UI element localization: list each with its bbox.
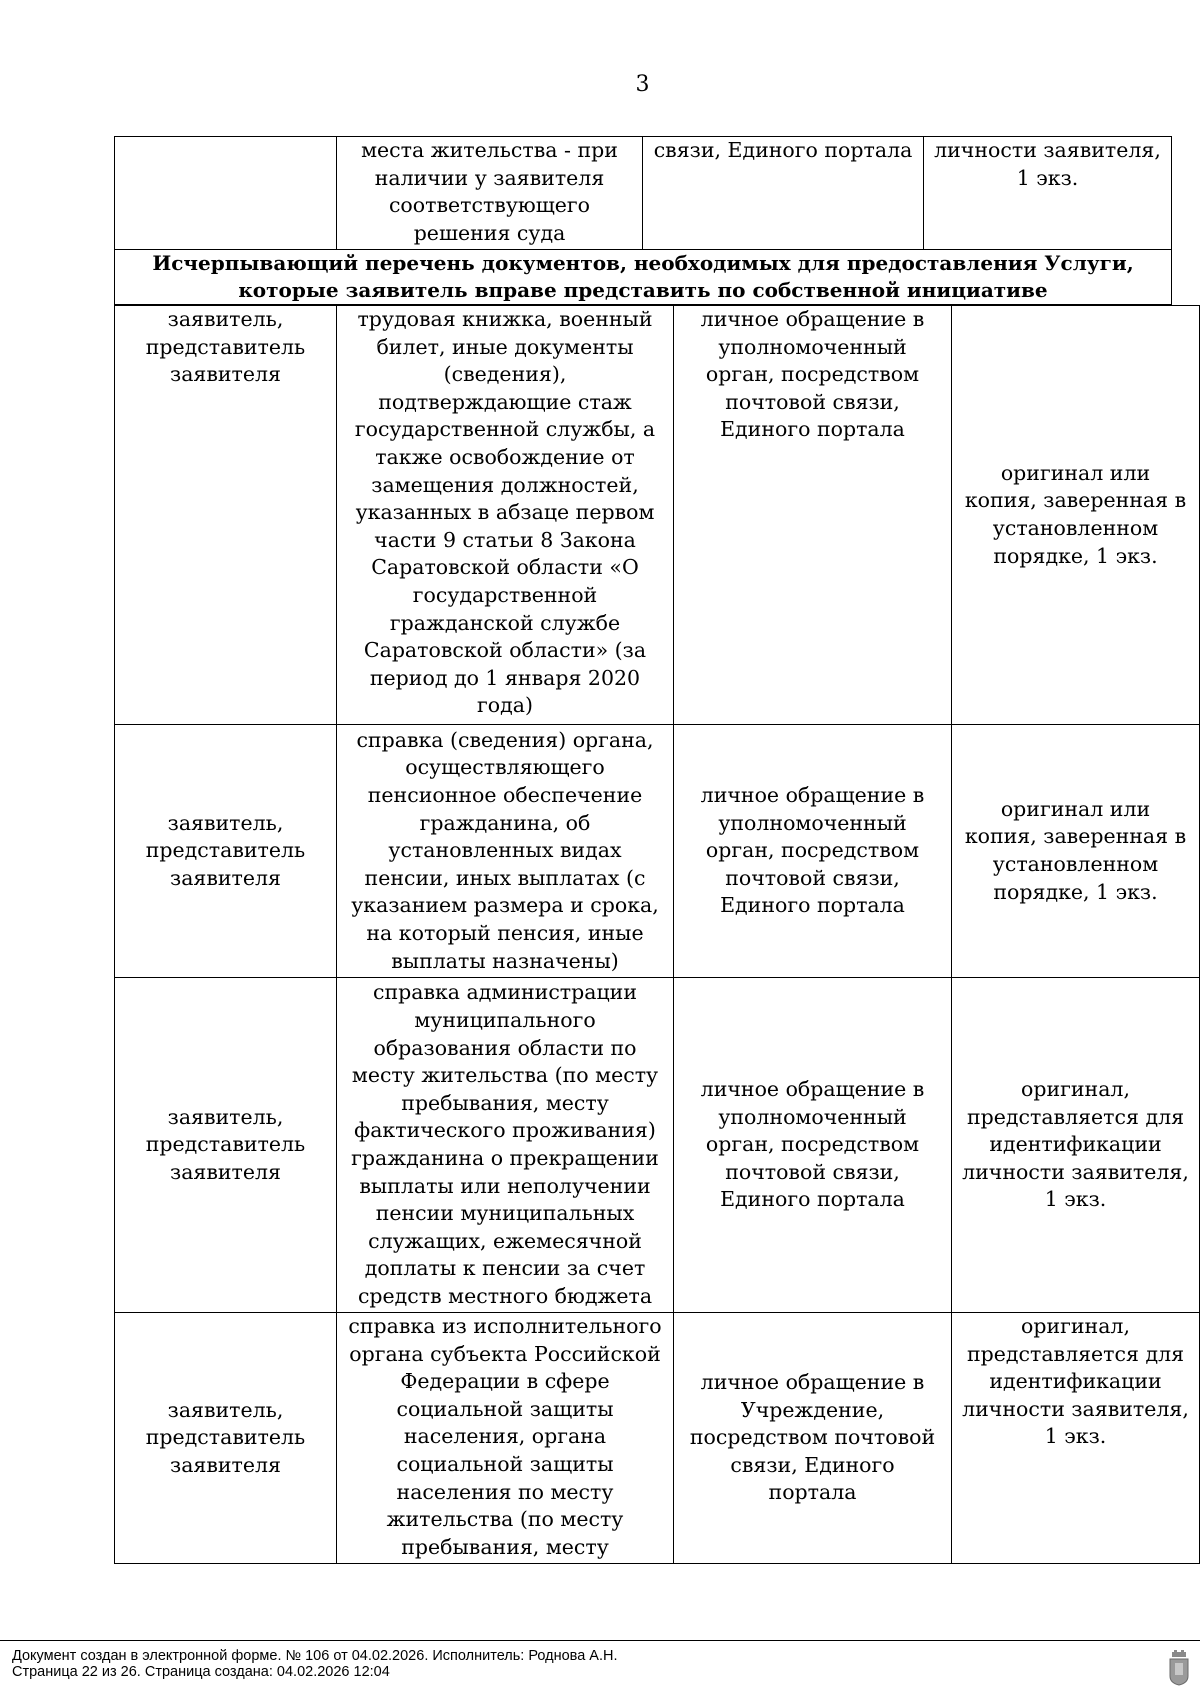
document-cell: трудовая книжка, военный билет, иные документы (сведения), подтверждающие стаж государственной службы, а также освобождение от замещения должностей, указанных в абзаце первом части 9 статьи 8 Закона Саратовской области «О государственной гражданской службе Саратовской области» (за период до 1 января 2020 года) bbox=[337, 306, 674, 725]
document-cell: места жительства - при наличии у заявителя соответствующего решения суда bbox=[337, 137, 643, 250]
applicant-cell: заявитель, представитель заявителя bbox=[115, 725, 337, 978]
footer bbox=[12, 1648, 618, 1680]
footer-line2: Страница 22 из 26. Страница создана: 04.02.2026 12:04 bbox=[12, 1664, 390, 1680]
form-cell: оригинал, представляется для идентификации личности заявителя, 1 экз. bbox=[952, 1313, 1200, 1564]
section-header bbox=[115, 250, 1172, 305]
documents-table bbox=[114, 136, 1172, 305]
table-row bbox=[115, 1313, 1200, 1564]
table-row bbox=[115, 978, 1200, 1313]
submission-cell: личное обращение в уполномоченный орган, посредством почтовой связи, Единого портала bbox=[674, 725, 952, 978]
document-cell: справка (сведения) органа, осуществляющего пенсионное обеспечение гражданина, об установленных видах пенсии, иных выплатах (с указанием размера и срока, на который пенсия, иные выплаты назначены) bbox=[337, 725, 674, 978]
applicant-cell: заявитель, представитель заявителя bbox=[115, 306, 337, 725]
footer-divider bbox=[0, 1640, 1200, 1641]
form-cell: оригинал, представляется для идентификации личности заявителя, 1 экз. bbox=[952, 978, 1200, 1313]
applicant-cell: заявитель, представитель заявителя bbox=[115, 978, 337, 1313]
form-cell: оригинал или копия, заверенная в установленном порядке, 1 экз. bbox=[952, 725, 1200, 978]
section-header-line1: Исчерпывающий перечень документов, необходимых для предоставления Услуги, bbox=[152, 251, 1134, 275]
form-cell: личности заявителя, 1 экз. bbox=[924, 137, 1172, 250]
document-cell: справка из исполнительного органа субъекта Российской Федерации в сфере социальной защиты населения, органа социальной защиты населения по месту жительства (по месту пребывания, месту bbox=[337, 1313, 674, 1564]
section-header-row bbox=[115, 250, 1172, 305]
section-header-line2: которые заявитель вправе представить по собственной инициативе bbox=[238, 278, 1048, 302]
documents-table-body bbox=[114, 305, 1200, 1564]
submission-cell: личное обращение в уполномоченный орган, посредством почтовой связи, Единого портала bbox=[674, 978, 952, 1313]
submission-cell: личное обращение в Учреждение, посредством почтовой связи, Единого портала bbox=[674, 1313, 952, 1564]
footer-line1: Документ создан в электронной форме. № 106 от 04.02.2026. Исполнитель: Роднова А.Н. bbox=[12, 1648, 618, 1664]
page-number: 3 bbox=[635, 72, 650, 97]
document-cell: справка администрации муниципального образования области по месту жительства (по месту пребывания, месту фактического проживания) гражданина о прекращении выплаты или неполучении пенсии муниципальных служащих, ежемесячной доплаты к пенсии за счет средств местного бюджета bbox=[337, 978, 674, 1313]
form-cell: оригинал или копия, заверенная в установленном порядке, 1 экз. bbox=[952, 306, 1200, 725]
submission-cell: личное обращение в уполномоченный орган, посредством почтовой связи, Единого портала bbox=[674, 306, 952, 725]
table-row bbox=[115, 137, 1172, 250]
coat-of-arms-icon bbox=[1168, 1650, 1190, 1686]
applicant-cell: заявитель, представитель заявителя bbox=[115, 1313, 337, 1564]
applicant-cell bbox=[115, 137, 337, 250]
table-row bbox=[115, 306, 1200, 725]
table-row bbox=[115, 725, 1200, 978]
submission-cell: связи, Единого портала bbox=[643, 137, 924, 250]
